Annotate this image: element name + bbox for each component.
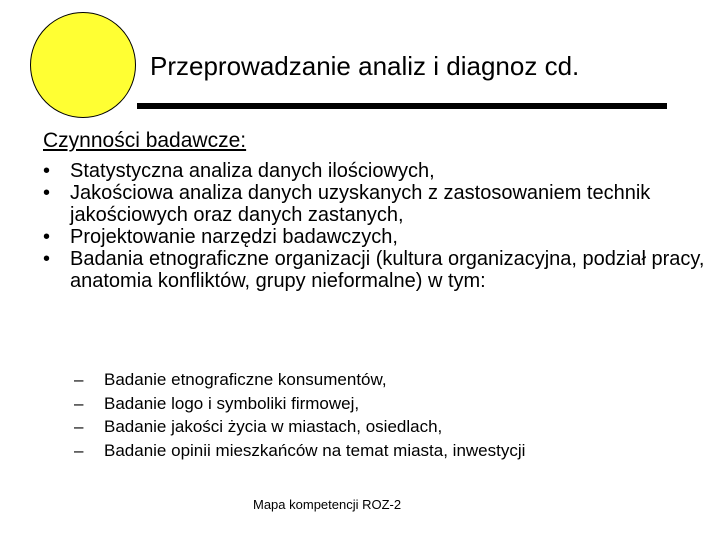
sub-bullet-item bbox=[74, 415, 525, 439]
bullet-text: Projektowanie narzędzi badawczych, bbox=[70, 226, 398, 248]
section-subheading: Czynności badawcze: bbox=[43, 129, 247, 152]
sub-bullet-item bbox=[74, 368, 525, 392]
sub-bullet-marker: – bbox=[74, 370, 84, 389]
bullet-text: Statystyczna analiza danych ilościowych, bbox=[70, 160, 435, 182]
sub-bullet-text: Badanie etnograficzne konsumentów, bbox=[104, 370, 387, 389]
bullet-item bbox=[43, 160, 713, 182]
sub-bullet-item bbox=[74, 439, 525, 463]
bullet-item bbox=[43, 182, 713, 226]
sub-bullet-item bbox=[74, 392, 525, 416]
bullet-list bbox=[43, 160, 713, 292]
bullet-marker: • bbox=[43, 182, 51, 204]
sub-bullet-text: Badanie jakości życia w miastach, osiedlach, bbox=[104, 417, 443, 436]
bullet-text: Badania etnograficzne organizacji (kultura organizacyjna, podział pracy, anatomia konfliktów, grupy nieformalne) w tym: bbox=[70, 248, 705, 292]
decorative-yellow-circle bbox=[30, 12, 136, 118]
title-underline-rule bbox=[137, 103, 667, 109]
sub-bullet-text: Badanie logo i symboliki firmowej, bbox=[104, 393, 360, 413]
bullet-marker: • bbox=[43, 160, 51, 182]
sub-bullet-list bbox=[74, 368, 525, 462]
bullet-item bbox=[43, 248, 713, 292]
bullet-marker: • bbox=[43, 248, 51, 270]
sub-bullet-marker: – bbox=[74, 417, 84, 436]
sub-bullet-marker: – bbox=[74, 440, 84, 460]
bullet-item bbox=[43, 226, 713, 248]
slide-footer: Mapa kompetencji ROZ-2 bbox=[253, 497, 402, 512]
sub-bullet-text: Badanie opinii mieszkańców na temat miasta, inwestycji bbox=[104, 440, 526, 460]
bullet-marker: • bbox=[43, 226, 51, 248]
bullet-text: Jakościowa analiza danych uzyskanych z zastosowaniem technik jakościowych oraz danych zastanych, bbox=[70, 182, 651, 226]
slide-title: Przeprowadzanie analiz i diagnoz cd. bbox=[150, 51, 580, 81]
sub-bullet-marker: – bbox=[74, 393, 84, 413]
